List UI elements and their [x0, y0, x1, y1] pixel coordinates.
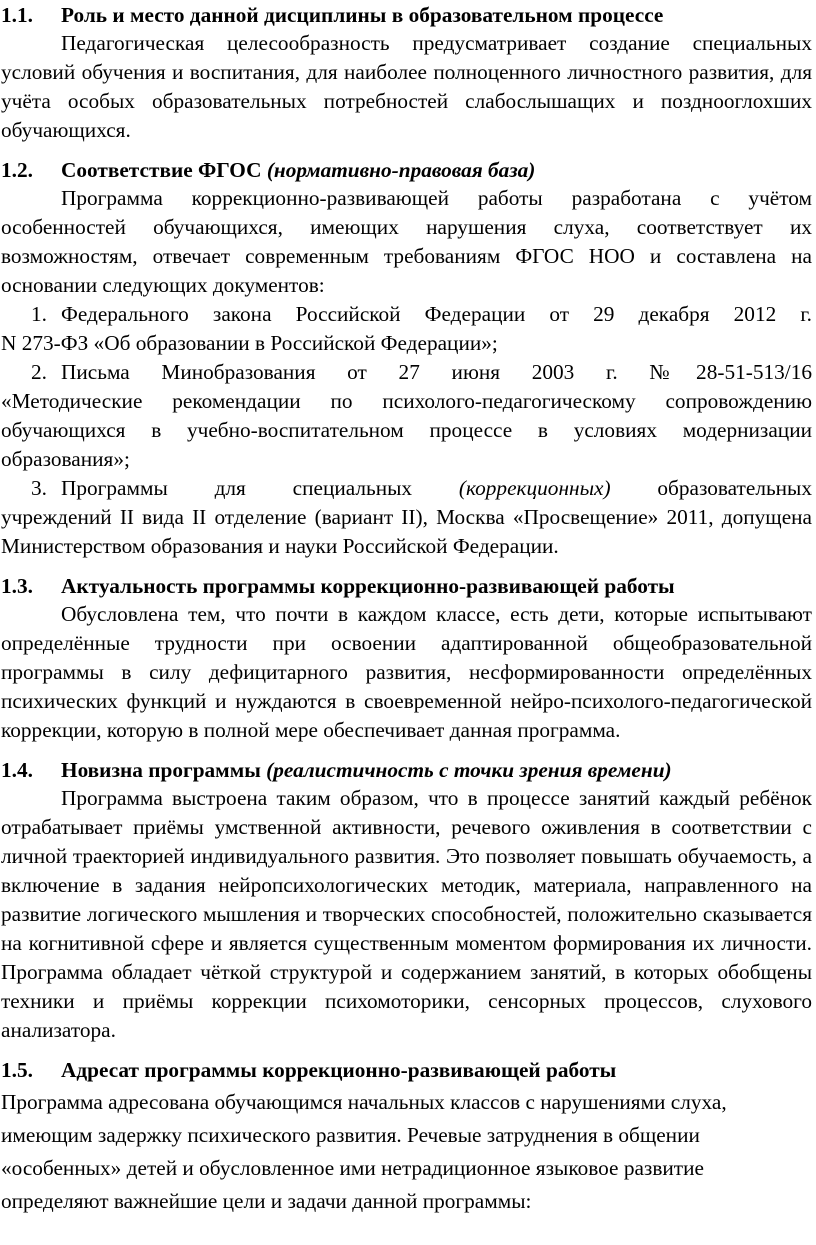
section-title: Актуальность программы коррекционно-развивающей работы	[61, 574, 675, 598]
list-item-2	[1, 358, 812, 387]
section-title: Адресат программы коррекционно-развивающей работы	[61, 1058, 617, 1082]
section-number: 1.5.	[1, 1058, 33, 1082]
section-number: 1.1.	[1, 3, 33, 27]
section-paragraph-1-3: Обусловлена тем, что почти в каждом классе, есть дети, которые испытывают определённые трудности при освоении адаптированной общеобразовательной программы в силу дефицитарного развития, несформированности определённых психических функций и нуждаются в своевременной нейро-психолого-педагогической коррекции, которую в полной мере обеспечивает данная программа.	[1, 602, 812, 742]
list-item-first-line-a: Программы для специальных	[61, 476, 413, 500]
section-number: 1.4.	[1, 758, 33, 782]
list-number: 2.	[31, 360, 47, 384]
section-title: Роль и место данной дисциплины в образовательном процессе	[61, 3, 664, 27]
section-number: 1.2.	[1, 158, 33, 182]
list-item-first-line: Федерального закона Российской Федерации от 29 декабря 2012 г.	[61, 302, 812, 326]
list-item-1	[1, 300, 812, 329]
section-number: 1.3.	[1, 574, 33, 598]
list-item-2-continuation: «Методические рекомендации по психолого-педагогическому сопровождению обучающихся в учебно-воспитательном процессе в условиях модернизации образования»;	[1, 389, 812, 471]
list-item-3-continuation: учреждений II вида II отделение (вариант II), Москва «Просвещение» 2011, допущена Министерством образования и науки Российской Федерации.	[1, 505, 812, 558]
section-paragraph-1-4: Программа выстроена таким образом, что в процессе занятий каждый ребёнок отрабатывает приёмы умственной активности, речевого оживления в соответствии с личной траекторией индивидуального развития. Это позволяет повышать обучаемость, а включение в задания нейропсихологических методик, материала, направленного на развитие логического мышления и творческих способностей, положительно сказывается на когнитивной сфере и является существенным моментом формирования их личности. Программа обладает чёткой структурой и содержанием занятий, в которых обобщены техники и приёмы коррекции психомоторики, сенсорных процессов, слухового анализатора.	[1, 786, 812, 1042]
list-number: 3.	[31, 476, 47, 500]
list-number: 1.	[31, 302, 47, 326]
section-paragraph-1-5: Программа адресована обучающимся начальных классов с нарушениями слуха, имеющим задержку психического развития. Речевые затруднения в общении «особенных» детей и обусловленное ими нетрадиционное языковое развитие определяют важнейшие цели и задачи данной программы:	[1, 1090, 727, 1213]
section-heading-1-5	[1, 1057, 812, 1084]
list-item-1-continuation: N 273-ФЗ «Об образовании в Российской Федерации»;	[1, 331, 498, 355]
section-heading-1-4	[1, 757, 812, 784]
section-paragraph-1-2: Программа коррекционно-развивающей работы разработана с учётом особенностей обучающихся, имеющих нарушения слуха, соответствует их возможностям, отвечает современным требованиям ФГОС НОО и составлена на основании следующих документов:	[1, 186, 812, 297]
list-item-italic: (коррекционных)	[458, 476, 611, 500]
list-item-3	[1, 474, 812, 503]
section-title-italic: (реалистичность с точки зрения времени)	[266, 758, 672, 782]
document-page	[0, 2, 816, 1218]
list-item-first-line: Письма Минобразования от 27 июня 2003 г. №28-51-513/16	[61, 360, 812, 384]
list-item-first-line-b: образовательных	[657, 476, 813, 500]
section-heading-1-1	[1, 2, 812, 29]
section-heading-1-2	[1, 157, 812, 184]
section-paragraph-1-1: Педагогическая целесообразность предусматривает создание специальных условий обучения и воспитания, для наиболее полноценного личностного развития, для учёта особых образовательных потребностей слабослышащих и позднооглохших обучающихся.	[1, 31, 812, 142]
section-title: Новизна программы	[61, 758, 261, 782]
section-title-italic: (нормативно-правовая база)	[266, 158, 536, 182]
section-title: Соответствие ФГОС	[61, 158, 262, 182]
section-heading-1-3	[1, 573, 812, 600]
